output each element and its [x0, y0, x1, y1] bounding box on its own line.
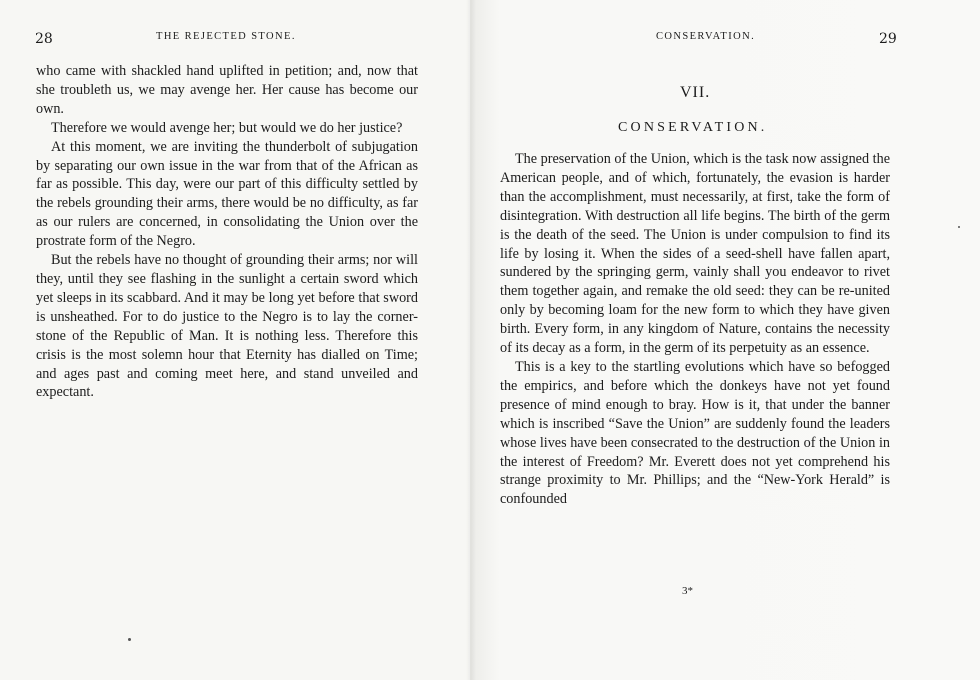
left-paragraph-1: who came with shackled hand uplifted in petition; and, now that she troubleth us, we may avenge her. Her cause has become our own.	[36, 63, 418, 117]
left-paragraph-4: But the rebels have no thought of grounding their arms; nor will they, until they see flashing in the sunlight a certain sword which yet sleeps in its scabbard. And it may be long yet before that sword is unsheathed. For to do justice to the Negro is to lay the corner-stone of the Republic of Man. It is nothing less. Therefore this crisis is the most solemn hour that Eternity has dialled on Time; and ages past and coming meet here, and stand unveiled and expectant.	[36, 252, 418, 401]
right-paragraph-1: The preservation of the Union, which is the task now assigned the American people, and of which, fortunately, the evasion is harder than the accomplishment, must necessarily, at first, take the form of disintegration. With destruction all life begins. The birth of the germ is the death of the seed. The Union is under compulsion to find its life by losing it. When the sides of a seed-shell have fallen apart, sundered by the springing germ, vainly shall you endeavor to rivet them together again, and remake the old seed: they can be re-united only by becoming loam for the new form to which they have given birth. Every form, in any kingdom of Nature, contains the necessity of its decay as a form, in the germ of its perpetuity as an essence.	[500, 151, 890, 357]
right-body-text	[500, 150, 890, 509]
left-body-text	[36, 62, 418, 402]
signature-mark: 3*	[682, 585, 693, 597]
chapter-number: VII.	[680, 84, 711, 101]
print-speck	[958, 226, 960, 228]
book-gutter	[466, 0, 476, 680]
right-running-head: CONSERVATION.	[656, 31, 756, 42]
left-paragraph-3: At this moment, we are inviting the thunderbolt of subjugation by separating our own issue in the war from that of the African as far as possible. This day, were our part of this difficulty settled by the rebels grounding their arms, there would be no difficulty, as far as our rulers are concerned, in consolidating the Union over the prostrate form of the Negro.	[36, 138, 418, 250]
left-page-number: 28	[35, 31, 53, 47]
left-paragraph-2: Therefore we would avenge her; but would we do her justice?	[51, 119, 403, 136]
right-page-number: 29	[879, 31, 897, 47]
chapter-title: CONSERVATION.	[618, 120, 768, 135]
left-page	[0, 0, 470, 680]
right-page	[470, 0, 980, 680]
left-running-head: THE REJECTED STONE.	[156, 31, 296, 42]
print-speck	[128, 638, 131, 641]
right-paragraph-2: This is a key to the startling evolutions which have so befogged the empirics, and before which the donkeys have not yet found presence of mind enough to bray. How is it, that under the banner which is inscribed “Save the Union” are suddenly found the leaders whose lives have been consecrated to the destruction of the Union in the interest of Freedom? Mr. Everett does not yet comprehend his strange proximity to Mr. Phillips; and the “New-York Herald” is confounded	[500, 358, 890, 508]
